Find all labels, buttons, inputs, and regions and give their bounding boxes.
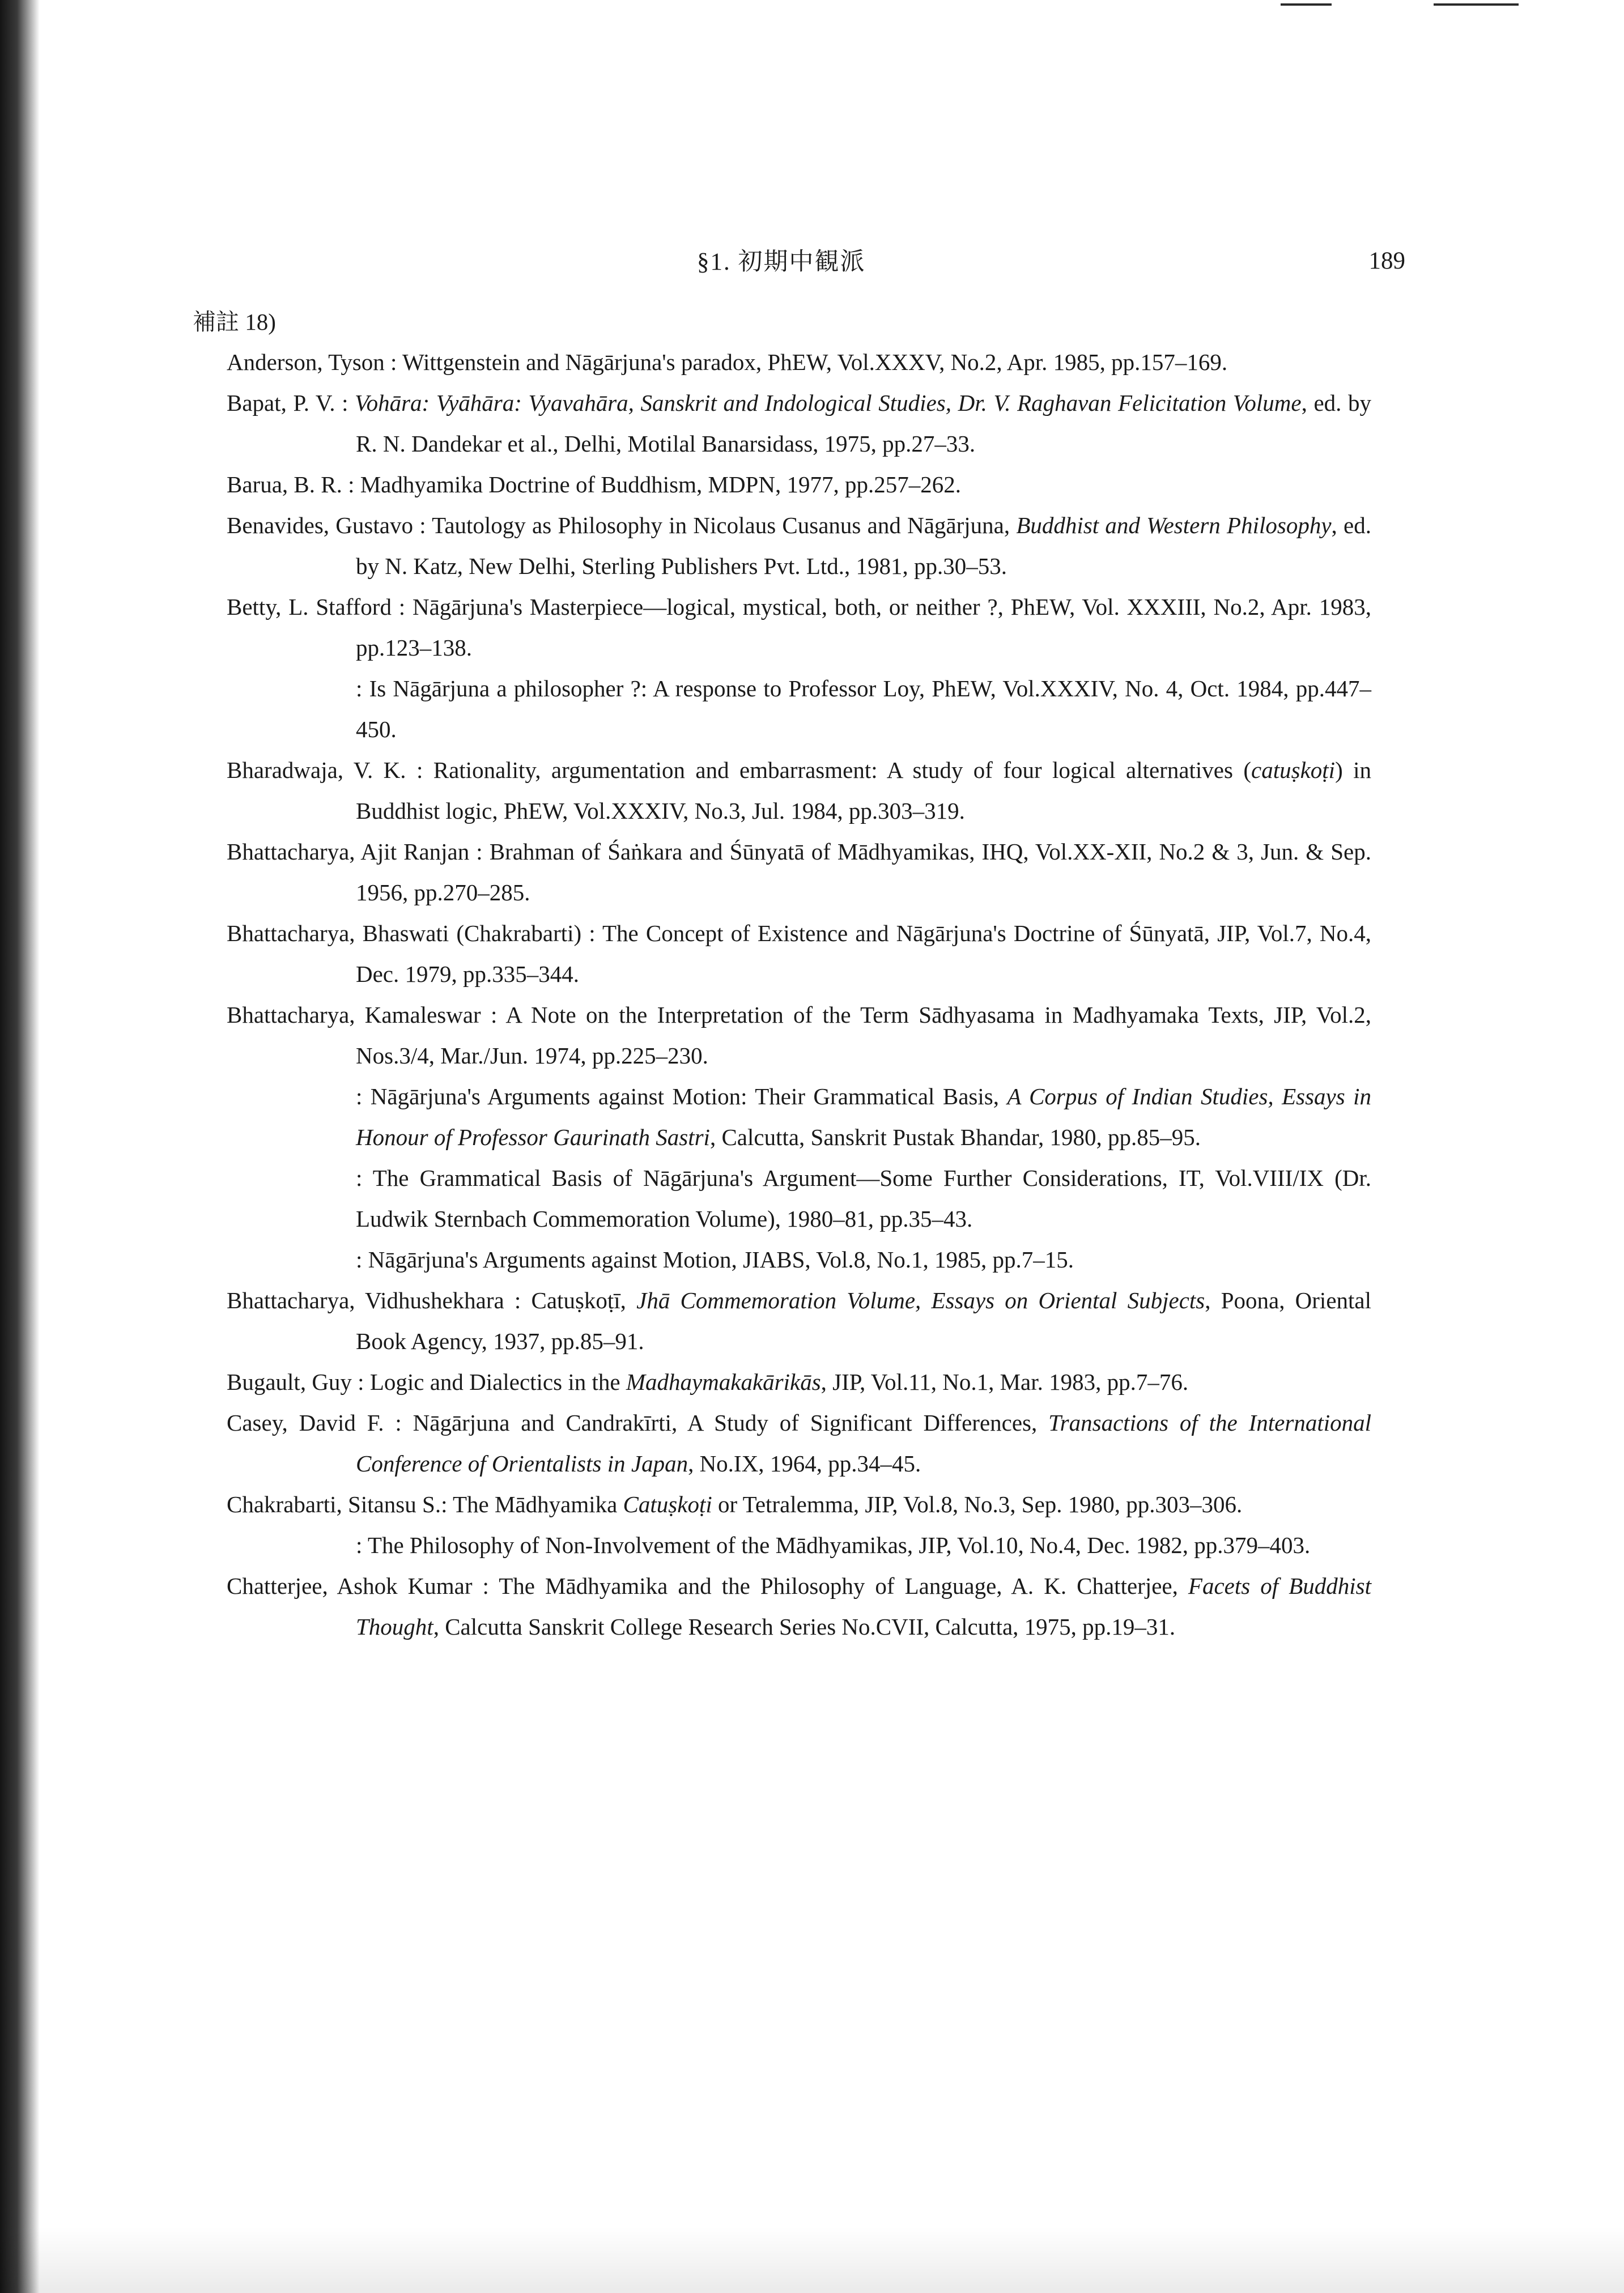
running-header-title: §1. 初期中観派 bbox=[697, 249, 866, 275]
bib-continuation: : Nāgārjuna's Arguments against Motion, JIABS, Vol.8, No.1, 1985, pp.7–15. bbox=[356, 1247, 1074, 1273]
section-label: 補註 18) bbox=[193, 309, 276, 335]
bib-continuation: : Is Nāgārjuna a philosopher ?: A response to Professor Loy, PhEW, Vol.XXXIV, No. 4, Oct. 1984, pp.447–450. bbox=[356, 675, 1371, 742]
scan-bottom-shadow bbox=[0, 2227, 1624, 2293]
bib-entry: Benavides, Gustavo : Tautology as Philosophy in Nicolaus Cusanus and Nāgārjuna, Buddhist and Western Philosophy, ed. by N. Katz, New Delhi, Sterling Publishers Pvt. Ltd., 1981, pp.30–53. bbox=[227, 512, 1371, 579]
bib-entry: Bhattacharya, Vidhushekhara : Catuṣkoṭī, Jhā Commemoration Volume, Essays on Oriental Subjects, Poona, Oriental Book Agency, 1937, pp.85–91. bbox=[227, 1287, 1371, 1354]
bib-entry: Bhattacharya, Kamaleswar : A Note on the Interpretation of the Term Sādhyasama in Madhyamaka Texts, JIP, Vol.2, Nos.3/4, Mar./Jun. 1974, pp.225–230. bbox=[227, 1002, 1371, 1069]
bib-entry: Bhattacharya, Ajit Ranjan : Brahman of Śaṅkara and Śūnyatā of Mādhyamikas, IHQ, Vol.XX-XII, No.2 & 3, Jun. & Sep. 1956, pp.270–285. bbox=[227, 839, 1371, 905]
bib-entry: Anderson, Tyson : Wittgenstein and Nāgārjuna's paradox, PhEW, Vol.XXXV, No.2, Apr. 1985, pp.157–169. bbox=[227, 349, 1228, 375]
scan-binding-shadow bbox=[0, 0, 40, 2293]
page-number: 189 bbox=[1368, 248, 1405, 274]
bib-entry: Chatterjee, Ashok Kumar : The Mādhyamika and the Philosophy of Language, A. K. Chatterjee, Facets of Buddhist Thought, Calcutta Sanskrit College Research Series No.CVII, Calcutta, 1975, pp.19–31. bbox=[227, 1573, 1371, 1640]
top-rule-left bbox=[1281, 3, 1332, 6]
bib-entry: Betty, L. Stafford : Nāgārjuna's Masterpiece—logical, mystical, both, or neither ?, PhEW, Vol. XXXIII, No.2, Apr. 1983, pp.123–138. bbox=[227, 594, 1371, 661]
bib-entry: Casey, David F. : Nāgārjuna and Candrakīrti, A Study of Significant Differences, Transactions of the International Conference of Orientalists in Japan, No.IX, 1964, pp.34–45. bbox=[227, 1410, 1371, 1477]
bib-entry: Bharadwaja, V. K. : Rationality, argumentation and embarrasment: A study of four logical alternatives (catuṣkoṭi) in Buddhist logic, PhEW, Vol.XXXIV, No.3, Jul. 1984, pp.303–319. bbox=[227, 757, 1372, 824]
bibliography-list bbox=[227, 342, 1371, 1647]
bib-continuation: : Nāgārjuna's Arguments against Motion: Their Grammatical Basis, A Corpus of Indian Studies, Essays in Honour of Professor Gaurinath Sastri, Calcutta, Sanskrit Pustak Bhandar, 1980, pp.85–95. bbox=[356, 1083, 1371, 1150]
bib-entry: Bapat, P. V. : Vohāra: Vyāhāra: Vyavahāra, Sanskrit and Indological Studies, Dr. V. Raghavan Felicitation Volume, ed. by R. N. Dandekar et al., Delhi, Motilal Banarsidass, 1975, pp.27–33. bbox=[227, 390, 1372, 457]
top-rule-right bbox=[1434, 3, 1519, 6]
bib-continuation: : The Grammatical Basis of Nāgārjuna's Argument—Some Further Considerations, IT, Vol.VIII/IX (Dr. Ludwik Sternbach Commemoration Volume), 1980–81, pp.35–43. bbox=[356, 1165, 1371, 1232]
bib-entry: Bugault, Guy : Logic and Dialectics in the Madhaymakakārikās, JIP, Vol.11, No.1, Mar. 1983, pp.7–76. bbox=[227, 1369, 1189, 1395]
bib-entry: Bhattacharya, Bhaswati (Chakrabarti) : The Concept of Existence and Nāgārjuna's Doctrine of Śūnyatā, JIP, Vol.7, No.4, Dec. 1979, pp.335–344. bbox=[227, 920, 1371, 987]
bib-entry: Barua, B. R. : Madhyamika Doctrine of Buddhism, MDPN, 1977, pp.257–262. bbox=[227, 471, 961, 497]
bib-continuation: : The Philosophy of Non-Involvement of the Mādhyamikas, JIP, Vol.10, No.4, Dec. 1982, pp.379–403. bbox=[356, 1532, 1311, 1558]
bib-entry: Chakrabarti, Sitansu S.: The Mādhyamika Catuṣkoṭi or Tetralemma, JIP, Vol.8, No.3, Sep. 1980, pp.303–306. bbox=[227, 1491, 1243, 1517]
